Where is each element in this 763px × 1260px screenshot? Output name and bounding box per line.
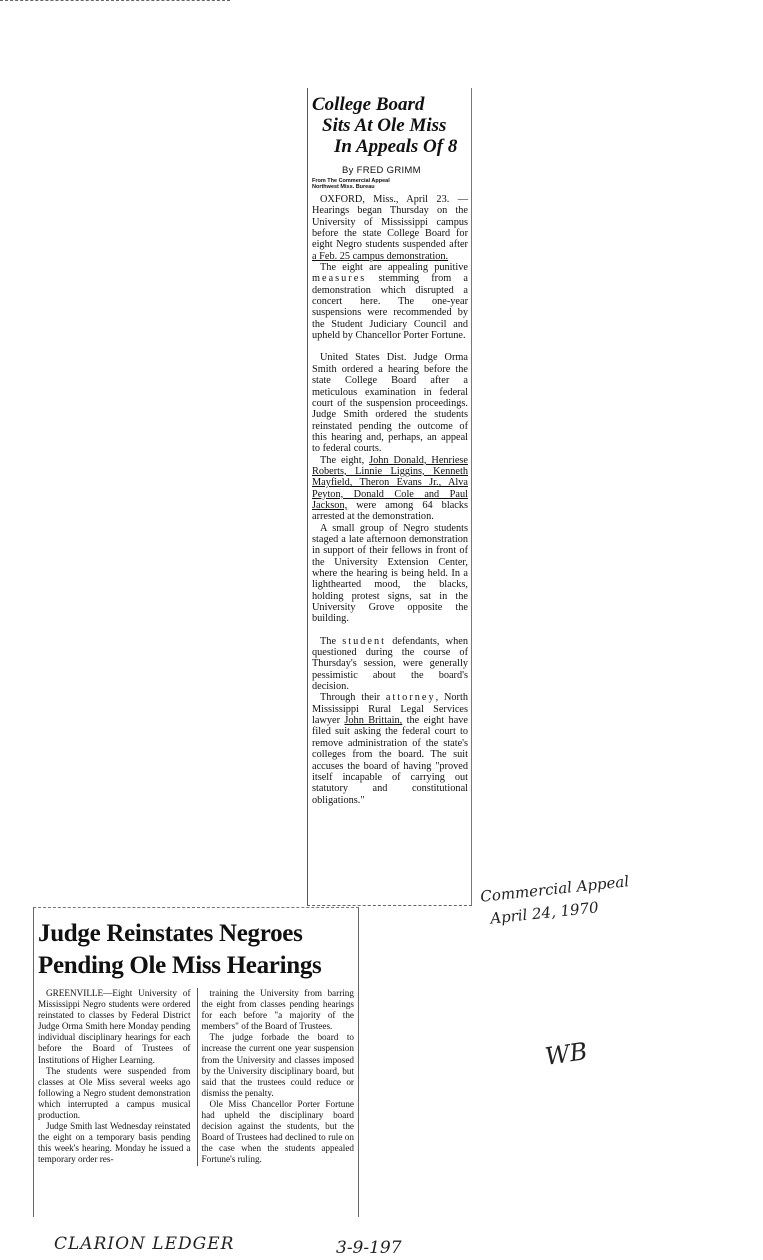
p4-names-underlined: John Donald, Henriese Roberts, Linnie Liggins, Kenneth Mayfield, Theron Evans Jr., Alva Peyton, Donald Cole and Paul Jackson, [312, 454, 468, 511]
p2-spaced: measures [312, 273, 367, 285]
clarion-ledger-clipping [33, 907, 359, 1217]
handwritten-initials: WB [543, 1037, 590, 1071]
p7-spaced: attorney [385, 692, 436, 704]
source-credit [312, 178, 468, 190]
p7-text-a: Through their [320, 692, 386, 704]
right-paragraph-2: The judge forbade the board to increase the current one year suspension from the University and classes imposed by the University disciplinary board, but said that the trustees could reduce or dismiss the penalty. [201, 1032, 354, 1098]
clipping1-body [312, 194, 468, 806]
p7-text-c: the eight have filed suit asking the federal court to remove administration of the state's colleges from the board. The suit accuses the board of having "proved itself incapable of carrying out statutory and constitutional obligations." [312, 715, 468, 806]
clipping2-headline [38, 918, 354, 982]
p4-text-a: The eight, [320, 454, 370, 466]
headline-line-2: Sits At Ole Miss [322, 115, 447, 136]
p6-text-a: The [320, 635, 343, 647]
headline-line-1: College Board [312, 94, 425, 115]
left-paragraph-1: GREENVILLE—Eight University of Mississippi Negro students were ordered reinstated to classes by Federal District Judge Orma Smith here Monday pending individual disciplinary hearings for each before the Board of Trustees of Institutions of Higher Learning. [38, 988, 191, 1065]
clipping2-columns [38, 988, 354, 1166]
headline-line-3: In Appeals Of 8 [334, 136, 458, 157]
p2-text-a: The eight are appealing punitive [320, 262, 468, 274]
left-paragraph-2: The students were suspended from classes at Ole Miss several weeks ago following a Negro student demonstration which interrupted a campus musical production. [38, 1065, 191, 1121]
handwritten-paper-name: Commercial Appeal [479, 872, 630, 906]
byline: By FRED GRIMM [342, 165, 421, 176]
left-column [38, 988, 191, 1166]
paragraph-3: United States Dist. Judge Orma Smith ordered a hearing before the state College Board after a meticulous examination in federal court of the suspension proceedings. Judge Smith ordered the students reinstated pending the outcome of this hearing and, perhaps, an appeal to federal courts. [312, 352, 468, 455]
handwritten-date: April 24, 1970 [489, 898, 600, 928]
p2-text-b: stemming from a demonstration which disrupted a concert here. The one-year suspensions were recommended by the Student Judiciary Council and upheld by Chancellor Porter Fortune. [312, 273, 468, 342]
source-line-2: Northwest Miss. Bureau [312, 184, 375, 190]
left-paragraph-3: Judge Smith last Wednesday reinstated the eight on a temporary basis pending this week's hearing. Monday he issued a temporary order res- [38, 1121, 191, 1165]
handwritten-ledger-date: 3-9-197 [336, 1238, 402, 1258]
paragraph-6 [312, 636, 468, 693]
p7-text-b: , North Mississippi Rural Legal Services lawyer [312, 692, 468, 727]
p7-underlined: John Brittain, [344, 715, 403, 727]
right-column [197, 988, 355, 1166]
headline2-line-2: Pending Ole Miss Hearings [38, 952, 322, 979]
p4-text-b: were among 64 blacks arrested at the demonstration. [312, 499, 468, 523]
paragraph-1 [312, 194, 468, 262]
p1-underlined: a Feb. 25 campus demonstration. [312, 250, 449, 262]
source-line-1: From The Commercial Appeal [312, 178, 390, 184]
paragraph-7 [312, 692, 468, 805]
right-paragraph-1: training the University from barring the eight from classes pending hearings for each before "a majority of the members" of the Board of Trustees. [201, 988, 354, 1032]
paragraph-2 [312, 262, 468, 341]
p6-text-b: defendants, when questioned during the course of Thursday's session, were generally pessimistic about the board's decision. [312, 635, 468, 693]
headline2-line-1: Judge Reinstates Negroes [38, 920, 303, 947]
right-paragraph-3: Ole Miss Chancellor Porter Fortune had upheld the disciplinary board decision against the students, but the Board of Trustees had declined to rule on the case when the students appealed Fortune's ruling. [201, 1098, 354, 1165]
p1-text: OXFORD, Miss., April 23. — Hearings began Thursday on the University of Mississippi campus before the state College Board for eight Negro students suspended after [312, 194, 468, 251]
handwritten-ledger-name: CLARION LEDGER [54, 1234, 235, 1254]
paragraph-5: A small group of Negro students staged a late afternoon demonstration in support of their fellows in front of the University Extension Center, where the hearing is being held. In a lighthearted mood, the blacks, holding protest signs, sat in the University Grove opposite the building. [312, 522, 468, 625]
clipping1-headline [312, 94, 468, 157]
commercial-appeal-clipping [307, 88, 472, 906]
p6-spaced: student [342, 635, 387, 647]
paragraph-4 [312, 455, 468, 523]
top-dashed-border [0, 0, 230, 1]
